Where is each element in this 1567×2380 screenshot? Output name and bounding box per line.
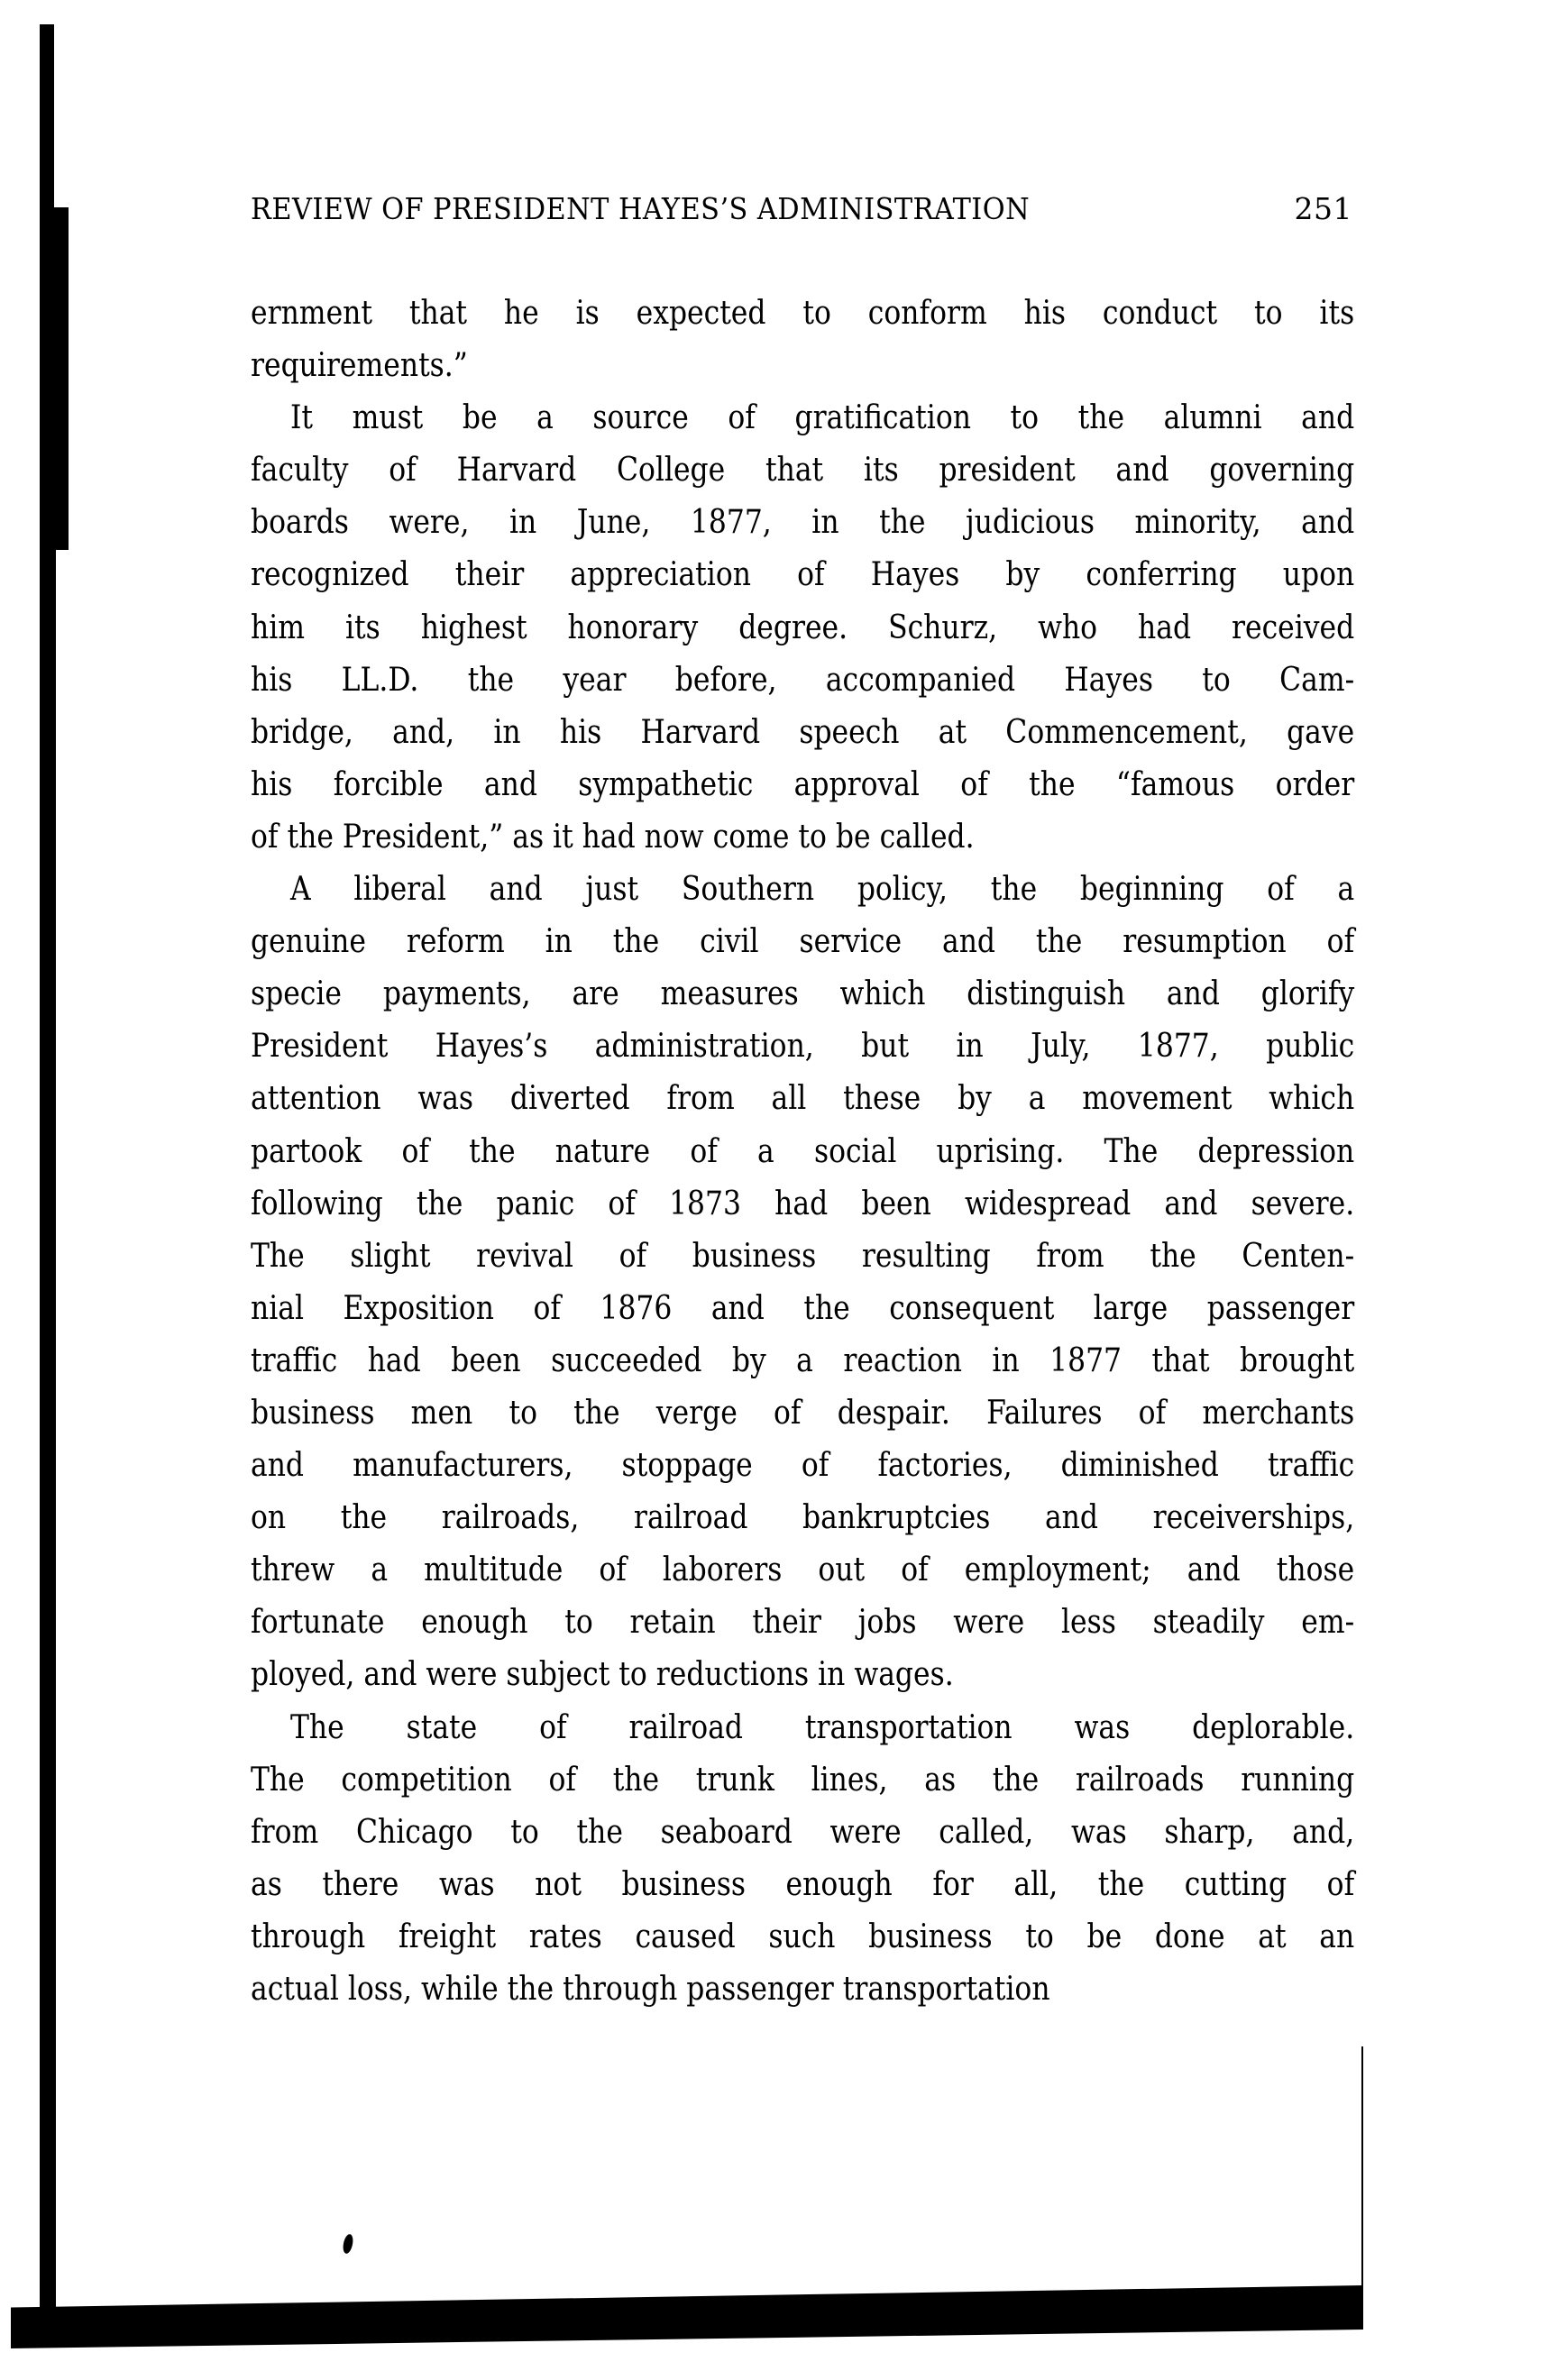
- text-line: [251, 863, 1354, 915]
- text-line: [251, 1177, 1354, 1230]
- text-line: [251, 496, 1354, 548]
- text-line: [251, 1230, 1354, 1282]
- text-line-content: nial Exposition of 1876 and the consequent large passenger: [251, 1287, 1355, 1327]
- text-line: [251, 1806, 1354, 1858]
- text-line-content: faculty of Harvard College that its president and governing: [251, 450, 1355, 490]
- text-line: [251, 548, 1354, 600]
- text-line-content: specie payments, are measures which distinguish and glorify: [251, 974, 1355, 1013]
- text-line: [251, 1596, 1354, 1648]
- text-line-content: A liberal and just Southern policy, the beginning of a: [290, 869, 1355, 909]
- running-head-title: REVIEW OF PRESIDENT HAYES’S ADMINISTRATION: [251, 191, 1031, 226]
- text-line: [251, 654, 1354, 706]
- text-line-content: requirements.”: [251, 345, 468, 385]
- text-line-content: It must be a source of gratification to the alumni and: [290, 398, 1355, 437]
- text-line: [251, 391, 1354, 444]
- text-line: [251, 601, 1354, 654]
- text-line-content: fortunate enough to retain their jobs were less steadily em-: [251, 1602, 1355, 1642]
- text-line-content: through freight rates caused such business to be done at an: [251, 1916, 1355, 1955]
- text-line-content: threw a multitude of laborers out of employment; and those: [251, 1550, 1355, 1589]
- scan-edge-bottom: [11, 2285, 1363, 2348]
- text-line: [251, 967, 1354, 1020]
- text-line-content: and manufacturers, stoppage of factories, diminished traffic: [251, 1445, 1355, 1485]
- scan-edge-left-lower: [43, 550, 56, 2317]
- text-line-content: following the panic of 1873 had been widespread and severe.: [251, 1183, 1355, 1222]
- text-line-content: ployed, and were subject to reductions in wages.: [251, 1654, 954, 1694]
- text-line: [251, 810, 1354, 863]
- text-line-content: on the railroads, railroad bankruptcies and receiverships,: [251, 1497, 1355, 1537]
- text-line-content: The state of railroad transportation was deplorable.: [290, 1707, 1355, 1746]
- text-line-content: bridge, and, in his Harvard speech at Commencement, gave: [251, 711, 1355, 751]
- text-line-content: partook of the nature of a social uprising. The depression: [251, 1130, 1355, 1170]
- text-line: [251, 1020, 1354, 1072]
- text-line: [251, 758, 1354, 810]
- text-line: [251, 1387, 1354, 1439]
- text-line: [251, 1910, 1354, 1963]
- text-line: [251, 444, 1354, 496]
- text-line-content: from Chicago to the seaboard were called, was sharp, and,: [251, 1811, 1355, 1851]
- body-text: [251, 287, 1354, 2015]
- text-line-content: actual loss, while the through passenger transportation: [251, 1969, 1050, 2008]
- text-line: [251, 1858, 1354, 1910]
- text-line-content: recognized their appreciation of Hayes by conferring upon: [251, 554, 1355, 594]
- scan-edge-left-thick: [41, 207, 69, 550]
- text-line: [251, 1963, 1354, 2015]
- text-line: [251, 1125, 1354, 1177]
- text-line-content: ernment that he is expected to conform his conduct to its: [251, 293, 1355, 332]
- text-line-content: genuine reform in the civil service and the resumption of: [251, 921, 1355, 961]
- text-line-content: traffic had been succeeded by a reaction in 1877 that brought: [251, 1340, 1355, 1379]
- ink-speck: [342, 2233, 354, 2255]
- text-line-content: his forcible and sympathetic approval of the “famous order: [251, 764, 1355, 803]
- text-line-content: of the President,” as it had now come to be called.: [251, 816, 975, 856]
- page-number: 251: [1294, 191, 1352, 226]
- text-line-content: The competition of the trunk lines, as the railroads running: [251, 1759, 1355, 1799]
- text-line-content: The slight revival of business resulting from the Centen-: [251, 1235, 1355, 1275]
- text-line: [251, 706, 1354, 758]
- text-line-content: as there was not business enough for all, the cutting of: [251, 1863, 1355, 1903]
- scan-edge-right: [1361, 2046, 1363, 2308]
- text-line-content: him its highest honorary degree. Schurz, who had received: [251, 607, 1355, 646]
- text-line-content: attention was diverted from all these by a movement which: [251, 1078, 1355, 1118]
- text-line: [251, 339, 1354, 391]
- text-line: [251, 1543, 1354, 1596]
- text-line: [251, 1439, 1354, 1491]
- text-line: [251, 1491, 1354, 1543]
- text-line-content: President Hayes’s administration, but in July, 1877, public: [251, 1026, 1355, 1066]
- text-line: [251, 1753, 1354, 1806]
- text-line: [251, 1072, 1354, 1124]
- text-line: [251, 915, 1354, 967]
- text-line: [251, 1334, 1354, 1387]
- text-line: [251, 287, 1354, 339]
- text-line: [251, 1701, 1354, 1753]
- text-line: [251, 1282, 1354, 1334]
- text-line: [251, 1648, 1354, 1700]
- text-line-content: business men to the verge of despair. Failures of merchants: [251, 1392, 1355, 1432]
- text-line-content: his LL.D. the year before, accompanied Hayes to Cam-: [251, 659, 1355, 699]
- text-line-content: boards were, in June, 1877, in the judicious minority, and: [251, 502, 1355, 542]
- running-head: [251, 191, 1352, 242]
